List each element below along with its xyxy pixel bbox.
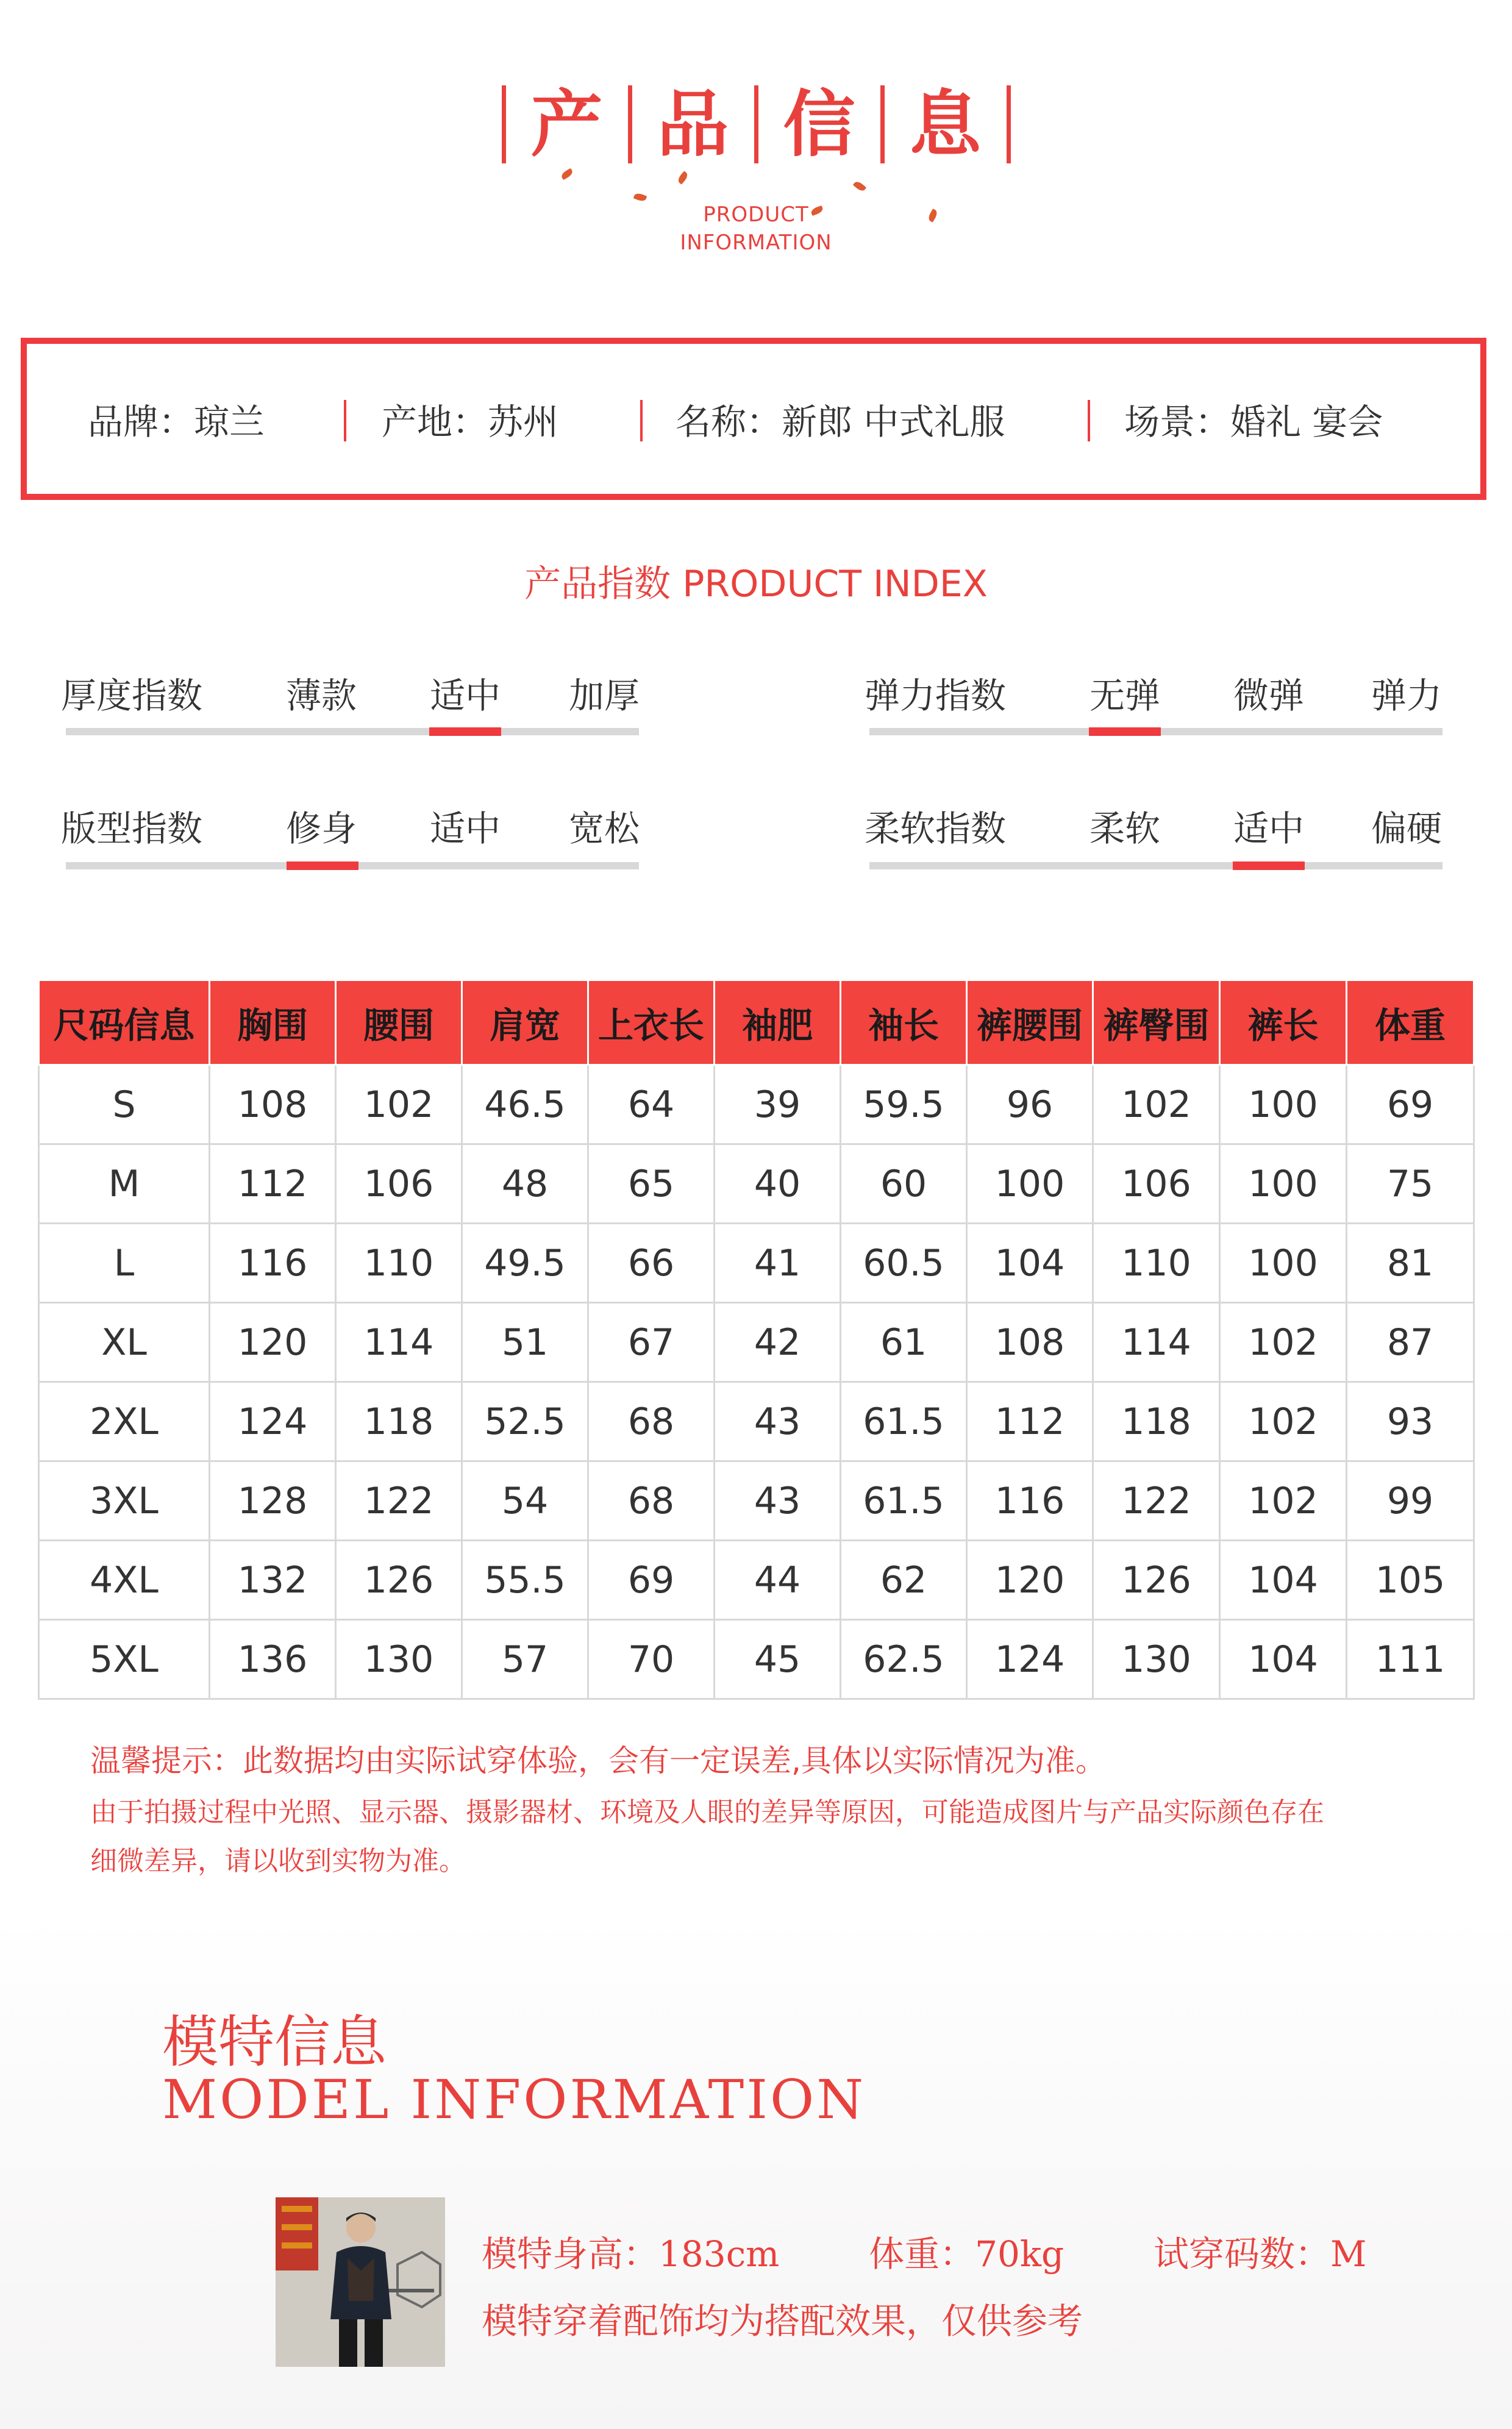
size-cell: 5XL (39, 1620, 210, 1699)
model-photo-image (276, 2197, 445, 2367)
table-header-cell: 裤长 (1220, 980, 1347, 1065)
index-label: 厚度指数 (61, 675, 203, 716)
index-selected-marker (429, 727, 501, 736)
table-row (39, 1303, 1474, 1382)
measurement-cell: 114 (1093, 1303, 1220, 1382)
section-title (0, 82, 1512, 166)
measurement-cell: 102 (1220, 1461, 1347, 1541)
model-stats (482, 2225, 1366, 2277)
measurement-cell: 126 (336, 1541, 462, 1620)
title-divider (628, 85, 632, 163)
table-header-cell: 裤臀围 (1093, 980, 1220, 1065)
measurement-cell: 67 (588, 1303, 715, 1382)
measurement-cell: 122 (1093, 1461, 1220, 1541)
measurement-cell: 104 (1220, 1541, 1347, 1620)
table-header-cell: 腰围 (336, 980, 462, 1065)
measurement-cell: 60.5 (841, 1224, 967, 1303)
color-disclaimer-line2: 细微差异，请以收到实物为准。 (90, 1846, 466, 1877)
title-divider (502, 85, 506, 163)
product-info-box (21, 338, 1486, 500)
title-divider (754, 85, 758, 163)
index-selected-marker (1089, 727, 1161, 736)
measurement-cell: 130 (1093, 1620, 1220, 1699)
info-name: 名称：新郎 中式礼服 (676, 401, 1005, 443)
measurement-cell: 57 (462, 1620, 588, 1699)
model-title-en: MODEL INFORMATION (162, 2068, 866, 2131)
measurement-cell: 112 (210, 1144, 336, 1224)
measurement-cell: 136 (210, 1620, 336, 1699)
measurement-cell: 108 (210, 1065, 336, 1144)
table-header-row (39, 980, 1474, 1065)
measurement-cell: 66 (588, 1224, 715, 1303)
model-height: 模特身高：183cm (482, 2233, 780, 2275)
measurement-cell: 93 (1347, 1382, 1474, 1461)
index-label: 弹力指数 (865, 675, 1007, 716)
measurement-cell: 124 (210, 1382, 336, 1461)
warm-tip: 温馨提示：此数据均由实际试穿体验，会有一定误差,具体以实际情况为准。 (90, 1743, 1106, 1778)
index-option: 适中 (429, 675, 501, 716)
measurement-cell: 69 (1347, 1065, 1474, 1144)
table-header-cell: 胸围 (210, 980, 336, 1065)
index-option: 适中 (1233, 808, 1304, 849)
measurement-cell: 65 (588, 1144, 715, 1224)
model-title-cn: 模特信息 (162, 2010, 387, 2075)
index-option: 微弹 (1233, 675, 1304, 716)
measurement-cell: 39 (715, 1065, 841, 1144)
subtitle-product: PRODUCT (703, 202, 809, 227)
title-char: 息 (909, 82, 982, 166)
measurement-cell: 42 (715, 1303, 841, 1382)
table-header-cell: 裤腰围 (967, 980, 1093, 1065)
size-table (38, 979, 1475, 1700)
measurement-cell: 130 (336, 1620, 462, 1699)
size-cell: M (39, 1144, 210, 1224)
model-note: 模特穿着配饰均为搭配效果，仅供参考 (482, 2300, 1083, 2342)
measurement-cell: 61 (841, 1303, 967, 1382)
measurement-cell: 118 (336, 1382, 462, 1461)
index-option: 修身 (285, 808, 357, 849)
measurement-cell: 106 (336, 1144, 462, 1224)
measurement-cell: 100 (967, 1144, 1093, 1224)
measurement-cell: 124 (967, 1620, 1093, 1699)
size-cell: S (39, 1065, 210, 1144)
measurement-cell: 111 (1347, 1620, 1474, 1699)
color-disclaimer-line1: 由于拍摄过程中光照、显示器、摄影器材、环境及人眼的差异等原因，可能造成图片与产品实际颜色存在 (90, 1797, 1324, 1828)
model-photo (276, 2197, 445, 2367)
index-option: 柔软 (1089, 808, 1160, 849)
subtitle-information: INFORMATION (680, 230, 832, 255)
info-scene: 场景：婚礼 宴会 (1124, 401, 1383, 443)
measurement-cell: 104 (1220, 1620, 1347, 1699)
measurement-cell: 102 (1220, 1303, 1347, 1382)
measurement-cell: 44 (715, 1541, 841, 1620)
measurement-cell: 102 (1093, 1065, 1220, 1144)
index-option: 加厚 (568, 675, 640, 716)
measurement-cell: 100 (1220, 1144, 1347, 1224)
size-cell: XL (39, 1303, 210, 1382)
measurement-cell: 112 (967, 1382, 1093, 1461)
model-size: 试穿码数：M (1154, 2233, 1367, 2275)
measurement-cell: 120 (210, 1303, 336, 1382)
measurement-cell: 126 (1093, 1541, 1220, 1620)
measurement-cell: 41 (715, 1224, 841, 1303)
model-weight: 体重：70kg (869, 2233, 1064, 2275)
info-separator (344, 400, 346, 441)
index-option: 宽松 (568, 808, 640, 849)
info-origin: 产地：苏州 (382, 401, 559, 443)
measurement-cell: 40 (715, 1144, 841, 1224)
index-option: 偏硬 (1371, 808, 1442, 849)
measurement-cell: 81 (1347, 1224, 1474, 1303)
measurement-cell: 54 (462, 1461, 588, 1541)
table-header-cell: 上衣长 (588, 980, 715, 1065)
table-header-cell: 袖长 (841, 980, 967, 1065)
measurement-cell: 132 (210, 1541, 336, 1620)
measurement-cell: 110 (1093, 1224, 1220, 1303)
title-char: 信 (783, 82, 855, 166)
measurement-cell: 70 (588, 1620, 715, 1699)
size-cell: 4XL (39, 1541, 210, 1620)
measurement-cell: 48 (462, 1144, 588, 1224)
measurement-cell: 99 (1347, 1461, 1474, 1541)
measurement-cell: 116 (210, 1224, 336, 1303)
index-label: 柔软指数 (865, 808, 1007, 849)
measurement-cell: 62.5 (841, 1620, 967, 1699)
index-option: 薄款 (285, 675, 357, 716)
measurement-cell: 114 (336, 1303, 462, 1382)
model-section-background (0, 1914, 1512, 2429)
index-track (869, 862, 1442, 869)
measurement-cell: 43 (715, 1461, 841, 1541)
table-row (39, 1461, 1474, 1541)
table-row (39, 1065, 1474, 1144)
measurement-cell: 118 (1093, 1382, 1220, 1461)
table-row (39, 1144, 1474, 1224)
measurement-cell: 106 (1093, 1144, 1220, 1224)
table-row (39, 1224, 1474, 1303)
table-row (39, 1620, 1474, 1699)
info-separator (640, 400, 643, 441)
measurement-cell: 46.5 (462, 1065, 588, 1144)
measurement-cell: 59.5 (841, 1065, 967, 1144)
measurement-cell: 116 (967, 1461, 1093, 1541)
product-index-title: 产品指数 PRODUCT INDEX (524, 563, 988, 605)
measurement-cell: 43 (715, 1382, 841, 1461)
size-cell: L (39, 1224, 210, 1303)
measurement-cell: 75 (1347, 1144, 1474, 1224)
measurement-cell: 60 (841, 1144, 967, 1224)
table-header-cell: 体重 (1347, 980, 1474, 1065)
index-track (66, 728, 639, 735)
table-row (39, 1541, 1474, 1620)
info-separator (1088, 400, 1090, 441)
measurement-cell: 128 (210, 1461, 336, 1541)
table-header-cell: 袖肥 (715, 980, 841, 1065)
index-selected-marker (287, 861, 358, 870)
size-cell: 2XL (39, 1382, 210, 1461)
title-char: 产 (530, 82, 603, 166)
measurement-cell: 102 (336, 1065, 462, 1144)
index-label: 版型指数 (61, 808, 203, 849)
table-header-cell: 肩宽 (462, 980, 588, 1065)
measurement-cell: 52.5 (462, 1382, 588, 1461)
title-divider (1007, 85, 1011, 163)
measurement-cell: 68 (588, 1461, 715, 1541)
table-header-cell: 尺码信息 (39, 980, 210, 1065)
table-row (39, 1382, 1474, 1461)
measurement-cell: 122 (336, 1461, 462, 1541)
measurement-cell: 69 (588, 1541, 715, 1620)
measurement-cell: 55.5 (462, 1541, 588, 1620)
size-cell: 3XL (39, 1461, 210, 1541)
index-option: 弹力 (1371, 675, 1442, 716)
measurement-cell: 120 (967, 1541, 1093, 1620)
measurement-cell: 96 (967, 1065, 1093, 1144)
measurement-cell: 49.5 (462, 1224, 588, 1303)
measurement-cell: 64 (588, 1065, 715, 1144)
measurement-cell: 108 (967, 1303, 1093, 1382)
title-char: 品 (657, 82, 729, 166)
measurement-cell: 100 (1220, 1065, 1347, 1144)
measurement-cell: 102 (1220, 1382, 1347, 1461)
measurement-cell: 87 (1347, 1303, 1474, 1382)
measurement-cell: 104 (967, 1224, 1093, 1303)
measurement-cell: 110 (336, 1224, 462, 1303)
measurement-cell: 62 (841, 1541, 967, 1620)
measurement-cell: 100 (1220, 1224, 1347, 1303)
measurement-cell: 45 (715, 1620, 841, 1699)
info-brand: 品牌：琼兰 (88, 401, 265, 443)
measurement-cell: 68 (588, 1382, 715, 1461)
measurement-cell: 61.5 (841, 1382, 967, 1461)
index-option: 适中 (429, 808, 501, 849)
measurement-cell: 51 (462, 1303, 588, 1382)
title-divider (880, 85, 885, 163)
index-option: 无弹 (1089, 675, 1160, 716)
index-selected-marker (1233, 861, 1305, 870)
measurement-cell: 61.5 (841, 1461, 967, 1541)
measurement-cell: 105 (1347, 1541, 1474, 1620)
